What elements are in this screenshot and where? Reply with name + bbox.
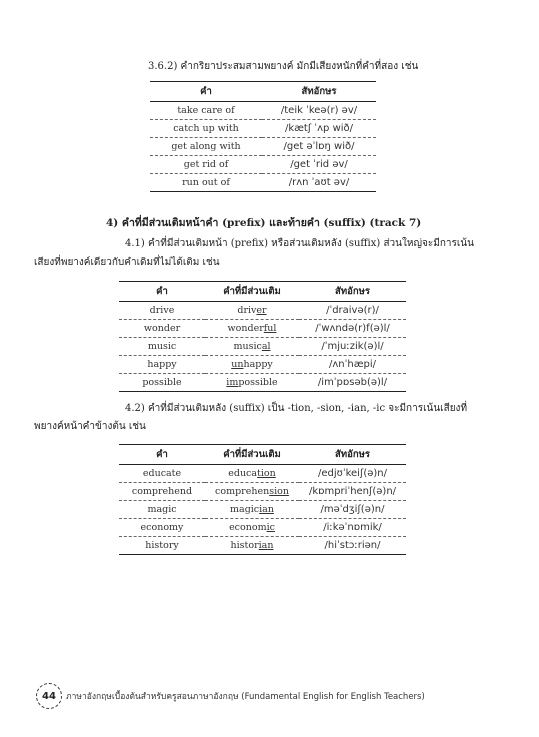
- compound-verbs-table: [150, 81, 376, 192]
- table-row: [150, 174, 376, 192]
- affixed-word-cell: [205, 465, 299, 483]
- phonetic-cell: /hiˈstɔːriən/: [299, 537, 406, 555]
- table-row: [150, 156, 376, 174]
- affixed-word-cell: [205, 501, 299, 519]
- phonetic-cell: /ˈdraivə(r)/: [299, 302, 406, 320]
- affix-text: im: [226, 377, 239, 388]
- affixed-word-cell: [205, 338, 299, 356]
- table-row: [119, 501, 406, 519]
- column-header-word: คำ: [119, 445, 205, 465]
- column-header-affixed-word: คำที่มีส่วนเติม: [205, 282, 299, 302]
- page-number-badge: 44: [36, 683, 62, 709]
- phonetic-cell: /ˈmjuːzik(ə)l/: [299, 338, 406, 356]
- table-row: [119, 302, 406, 320]
- affix-text: al: [261, 341, 271, 352]
- suffix-stress-table: [119, 444, 406, 555]
- word-cell: wonder: [119, 320, 205, 338]
- affixed-word-cell: [205, 483, 299, 501]
- word-cell: drive: [119, 302, 205, 320]
- word-cell: educate: [119, 465, 205, 483]
- phonetic-cell: /edjʊˈkeiʃ(ə)n/: [299, 465, 406, 483]
- word-cell: economy: [119, 519, 205, 537]
- paragraph-4-2-line-1: 4.2) คำที่มีส่วนเติมหลัง (suffix) เป็น -tion, -sion, -ian, -ic จะมีการเน้นเสียงที่: [125, 403, 468, 414]
- stem-text: happy: [243, 359, 273, 370]
- table-row: [119, 356, 406, 374]
- affix-text: er: [256, 305, 267, 316]
- prefix-suffix-table: [119, 281, 406, 392]
- table-row: [150, 102, 376, 120]
- column-header-phonetic: สัทอักษร: [262, 82, 376, 102]
- stem-text: possible: [238, 377, 278, 388]
- affixed-word-cell: [205, 519, 299, 537]
- phonetic-cell: /ʌnˈhæpi/: [299, 356, 406, 374]
- section-3-6-2-intro: 3.6.2) คำกริยาประสมสามพยางค์ มักมีเสียงหนักที่คำที่สอง เช่น: [148, 61, 419, 72]
- affixed-word-cell: [205, 356, 299, 374]
- word-cell: magic: [119, 501, 205, 519]
- affixed-word-cell: [205, 537, 299, 555]
- footer-text: ภาษาอังกฤษเบื้องต้นสำหรับครูสอนภาษาอังกฤษ (Fundamental English for English Teachers): [66, 692, 425, 702]
- table-row: [119, 320, 406, 338]
- word-cell: music: [119, 338, 205, 356]
- affixed-word-cell: [205, 302, 299, 320]
- phonetic-cell: /ˈwʌndə(r)f(ə)l/: [299, 320, 406, 338]
- affix-text: tion: [257, 468, 276, 479]
- affix-text: ful: [263, 323, 277, 334]
- word-cell: history: [119, 537, 205, 555]
- phonetic-cell: /get əˈlɒŋ wið/: [262, 138, 376, 156]
- table-row: [150, 120, 376, 138]
- affixed-word-cell: [205, 374, 299, 392]
- word-cell: catch up with: [150, 120, 262, 138]
- stem-text: econom: [229, 522, 267, 533]
- affix-text: ic: [266, 522, 275, 533]
- phonetic-cell: /teik ˈkeə(r) əv/: [262, 102, 376, 120]
- table-row: [119, 338, 406, 356]
- stem-text: music: [233, 341, 262, 352]
- affix-text: un: [231, 359, 244, 370]
- paragraph-4-1-line-1: 4.1) คำที่มีส่วนเติมหน้า (prefix) หรือส่วนเติมหลัง (suffix) ส่วนใหญ่จะมีการเน้น: [125, 238, 474, 249]
- table-row: [150, 138, 376, 156]
- table-row: [119, 537, 406, 555]
- paragraph-4-1-line-2: เสียงที่พยางค์เดียวกับคำเดิมที่ไม่ได้เติม เช่น: [34, 257, 220, 268]
- stem-text: wonder: [227, 323, 264, 334]
- phonetic-cell: /məˈdʒiʃ(ə)n/: [299, 501, 406, 519]
- table-row: [119, 374, 406, 392]
- affix-text: ian: [259, 504, 274, 515]
- phonetic-cell: /kɒmpriˈhenʃ(ə)n/: [299, 483, 406, 501]
- word-cell: get along with: [150, 138, 262, 156]
- stem-text: comprehen: [215, 486, 270, 497]
- word-cell: comprehend: [119, 483, 205, 501]
- stem-text: educa: [228, 468, 258, 479]
- word-cell: possible: [119, 374, 205, 392]
- affix-text: ian: [258, 540, 274, 551]
- word-cell: run out of: [150, 174, 262, 192]
- phonetic-cell: /get ˈrid əv/: [262, 156, 376, 174]
- phonetic-cell: /imˈpɒsəb(ə)l/: [299, 374, 406, 392]
- table-row: [119, 519, 406, 537]
- paragraph-4-2-line-2: พยางค์หน้าคำข้างต้น เช่น: [34, 421, 146, 432]
- table-row: [119, 483, 406, 501]
- column-header-phonetic: สัทอักษร: [299, 282, 406, 302]
- section-4-heading: 4) คำที่มีส่วนเติมหน้าคำ (prefix) และท้ายคำ (suffix) (track 7): [106, 217, 422, 229]
- column-header-word: คำ: [150, 82, 262, 102]
- affixed-word-cell: [205, 320, 299, 338]
- phonetic-cell: /iːkəˈnɒmik/: [299, 519, 406, 537]
- word-cell: get rid of: [150, 156, 262, 174]
- affix-text: sion: [269, 486, 289, 497]
- word-cell: take care of: [150, 102, 262, 120]
- column-header-phonetic: สัทอักษร: [299, 445, 406, 465]
- stem-text: histor: [230, 540, 259, 551]
- column-header-affixed-word: คำที่มีส่วนเติม: [205, 445, 299, 465]
- stem-text: magic: [230, 504, 260, 515]
- word-cell: happy: [119, 356, 205, 374]
- column-header-word: คำ: [119, 282, 205, 302]
- table-row: [119, 465, 406, 483]
- phonetic-cell: /rʌn ˈaʊt əv/: [262, 174, 376, 192]
- stem-text: driv: [237, 305, 257, 316]
- phonetic-cell: /kætʃ ˈʌp wið/: [262, 120, 376, 138]
